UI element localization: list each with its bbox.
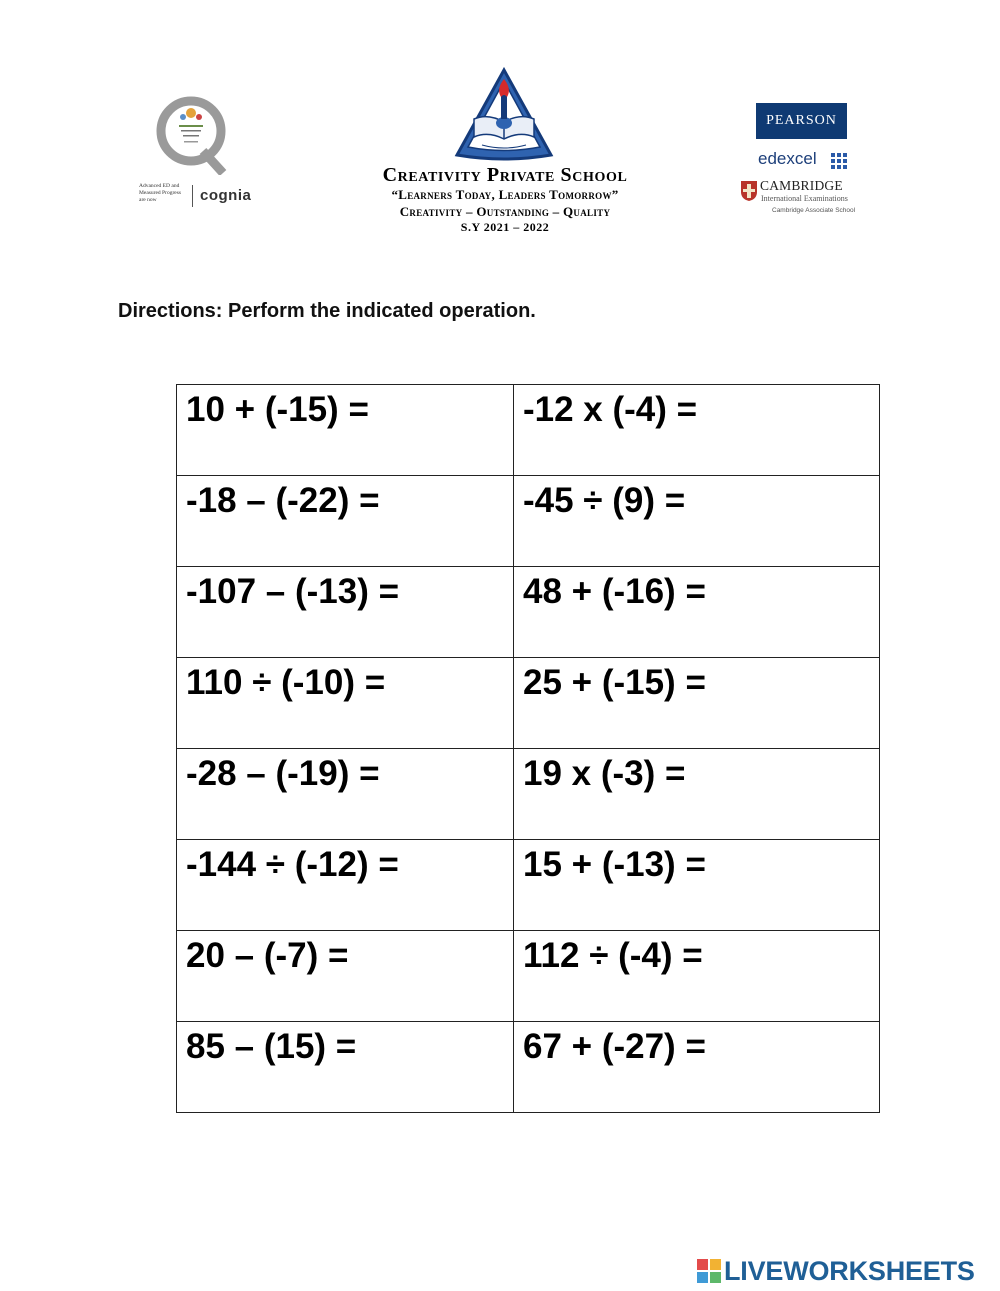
liveworksheets-watermark[interactable] xyxy=(697,1255,997,1287)
problem-cell[interactable] xyxy=(177,749,514,840)
school-year: S.Y 2021 – 2022 xyxy=(460,220,550,234)
problem-text: 19 x (-3) = xyxy=(523,754,686,793)
problem-cell[interactable] xyxy=(514,840,880,931)
table-row xyxy=(177,567,880,658)
edexcel-dots-icon xyxy=(831,153,847,169)
problem-cell[interactable] xyxy=(177,476,514,567)
liveworksheets-brand: LIVEWORKSHEETS xyxy=(724,1256,975,1286)
problem-cell[interactable] xyxy=(177,931,514,1022)
table-row xyxy=(177,840,880,931)
problem-text: 10 + (-15) = xyxy=(186,390,369,429)
problem-cell[interactable] xyxy=(514,931,880,1022)
table-row xyxy=(177,476,880,567)
problem-text: 85 – (15) = xyxy=(186,1027,357,1066)
problem-text: 110 ÷ (-10) = xyxy=(186,663,386,702)
problem-cell[interactable] xyxy=(177,567,514,658)
cambridge-shield-icon xyxy=(740,180,758,202)
problem-cell[interactable] xyxy=(177,658,514,749)
divider xyxy=(192,185,193,207)
problem-text: 112 ÷ (-4) = xyxy=(523,936,703,975)
problem-text: -28 – (-19) = xyxy=(186,754,380,793)
problem-text: 15 + (-13) = xyxy=(523,845,706,884)
problem-text: -144 ÷ (-12) = xyxy=(186,845,399,884)
cognia-accreditation xyxy=(135,183,265,211)
accreditation-logos xyxy=(135,95,265,215)
problem-cell[interactable] xyxy=(514,1022,880,1113)
problem-text: 25 + (-15) = xyxy=(523,663,706,702)
school-values: Creativity – Outstanding – Quality xyxy=(399,204,611,219)
edexcel-logo: edexcel xyxy=(758,149,817,168)
table-row xyxy=(177,749,880,840)
exam-board-logos xyxy=(738,103,863,223)
problem-cell[interactable] xyxy=(514,476,880,567)
cognia-logo: cognia xyxy=(200,187,252,204)
problem-text: -18 – (-22) = xyxy=(186,481,380,520)
liveworksheets-blocks-icon xyxy=(697,1259,721,1283)
accreditation-text: Advanced ED and Measured Progress are now xyxy=(139,183,182,203)
table-row xyxy=(177,1022,880,1113)
problem-text: -45 ÷ (9) = xyxy=(523,481,686,520)
school-motto: “Learners Today, Leaders Tomorrow” xyxy=(391,187,619,202)
cambridge-associate: Cambridge Associate School xyxy=(772,207,856,214)
problem-text: 67 + (-27) = xyxy=(523,1027,706,1066)
problem-cell[interactable] xyxy=(177,385,514,476)
problem-text: -12 x (-4) = xyxy=(523,390,698,429)
cambridge-logo: CAMBRIDGE xyxy=(760,178,843,193)
table-row xyxy=(177,658,880,749)
problem-cell[interactable] xyxy=(177,1022,514,1113)
problem-text: -107 – (-13) = xyxy=(186,572,400,611)
table-row xyxy=(177,931,880,1022)
school-name: Creativity Private School xyxy=(382,164,628,186)
problem-cell[interactable] xyxy=(514,567,880,658)
problem-cell[interactable] xyxy=(514,658,880,749)
problems-table xyxy=(176,384,880,1113)
table-row xyxy=(177,385,880,476)
problem-text: 20 – (-7) = xyxy=(186,936,349,975)
problem-cell[interactable] xyxy=(514,749,880,840)
directions: Directions: Perform the indicated operation. xyxy=(118,300,536,322)
school-crest-logo xyxy=(452,67,556,163)
cambridge-subtitle: International Examinations xyxy=(761,194,848,203)
pearson-logo: PEARSON xyxy=(756,103,847,139)
problem-text: 48 + (-16) = xyxy=(523,572,706,611)
problem-cell[interactable] xyxy=(514,385,880,476)
problem-cell[interactable] xyxy=(177,840,514,931)
qatar-q-logo xyxy=(153,95,233,175)
